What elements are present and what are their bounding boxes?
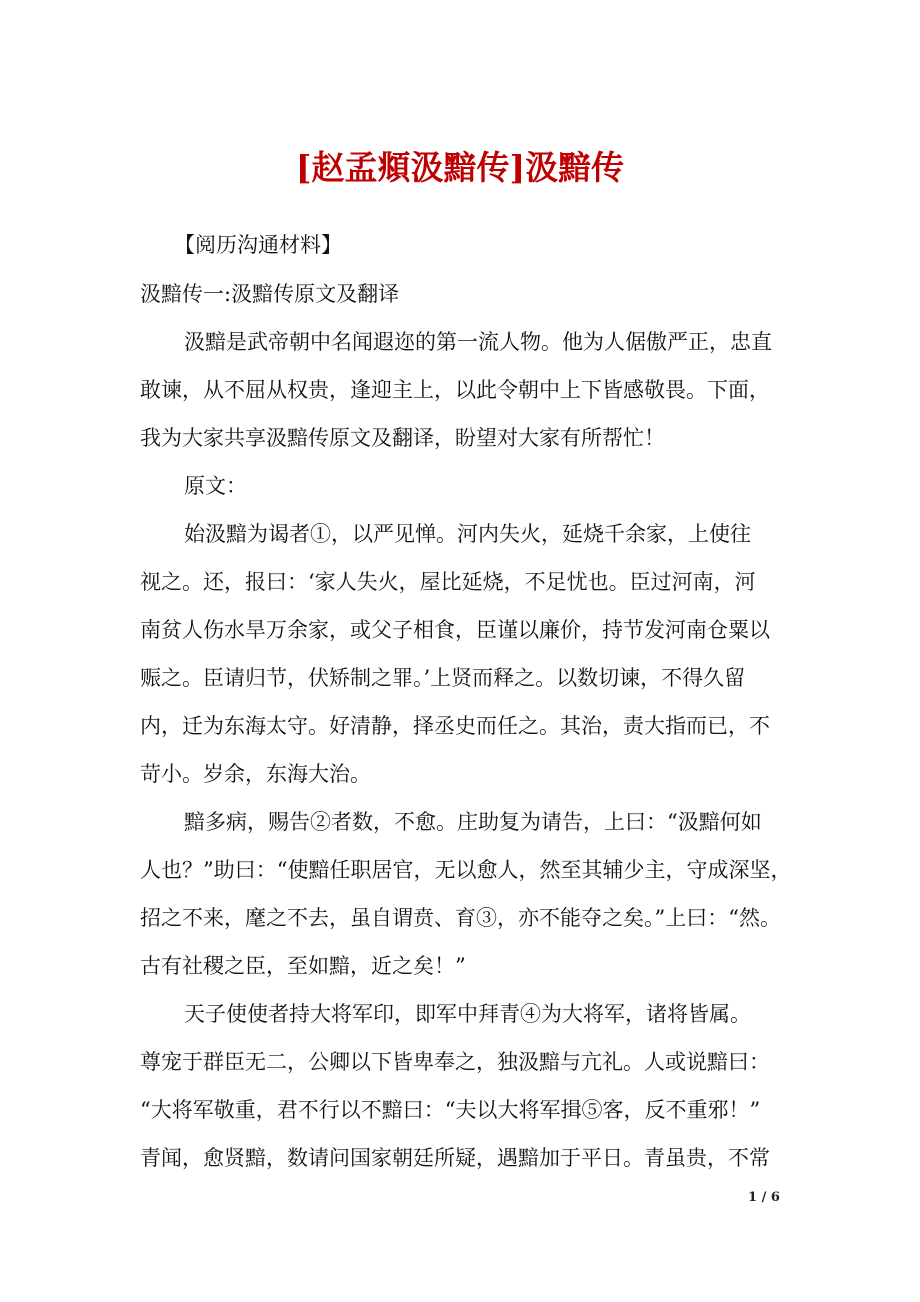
para3-line: “大将军敬重，君不行以不黯曰：“夫以大将军揖⑤客，反不重邪！” (140, 1098, 761, 1122)
para3-line: 尊宠于群臣无二，公卿以下皆卑奉之，独汲黯与亢礼。人或说黯曰： (140, 1050, 770, 1074)
para2-line: 招之不来，麾之不去，虽自谓贲、育③，亦不能夺之矣。”上曰：“然。 (140, 906, 781, 930)
para1-line: 始汲黯为谒者①，以严见惮。河内失火，延烧千余家，上使往 (184, 522, 751, 546)
para1-line: 视之。还，报曰：‘家人失火，屋比延烧，不足忧也。臣过河南，河 (140, 570, 756, 594)
page-number: 1 / 6 (748, 1190, 780, 1205)
para1-line: 内，迁为东海太守。好清静，择丞史而任之。其治，责大指而已，不 (140, 714, 770, 738)
section-label: 【阅历沟通材料】 (174, 233, 342, 257)
intro-line: 我为大家共享汲黯传原文及翻译，盼望对大家有所帮忙！ (140, 426, 665, 450)
document-title: [赵孟頫汲黯传]汲黯传 (295, 148, 625, 187)
para3-line: 青闻，愈贤黯，数请问国家朝廷所疑，遇黯加于平日。青虽贵，不常 (140, 1146, 770, 1170)
intro-line: 敢谏，从不屈从权贵，逢迎主上，以此令朝中上下皆感敬畏。下面， (140, 378, 770, 402)
para2-line: 人也？”助曰：“使黯任职居官，无以愈人，然至其辅少主，守成深坚， (140, 858, 792, 882)
para2-line: 古有社稷之臣，至如黯，近之矣！” (140, 954, 466, 978)
para1-line: 南贫人伤水旱万余家，或父子相食，臣谨以廉价，持节发河南仓粟以 (140, 618, 770, 642)
original-label: 原文： (184, 474, 247, 498)
subtitle: 汲黯传一:汲黯传原文及翻译 (140, 282, 400, 306)
para3-line: 天子使使者持大将军印，即军中拜青④为大将军，诸将皆属。 (184, 1002, 751, 1026)
para1-line: 苛小。岁余，东海大治。 (140, 762, 371, 786)
para2-line: 黯多病，赐告②者数，不愈。庄助复为请告，上曰：“汲黯何如 (184, 810, 762, 834)
intro-line: 汲黯是武帝朝中名闻遐迩的第一流人物。他为人倨傲严正，忠直 (184, 330, 772, 354)
para1-line: 赈之。臣请归节，伏矫制之罪。’上贤而释之。以数切谏，不得久留 (140, 666, 746, 690)
